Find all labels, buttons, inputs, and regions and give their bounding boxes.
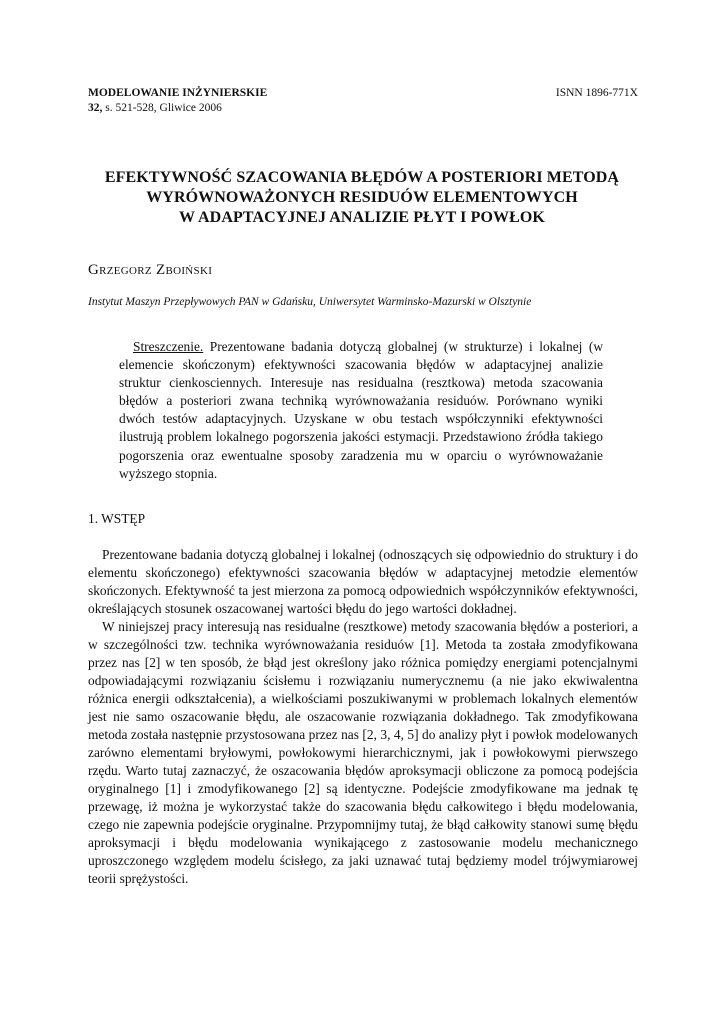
section-heading: 1. WSTĘP bbox=[88, 511, 146, 526]
abstract-label: Streszczenie. bbox=[133, 339, 204, 354]
affiliation: Instytut Maszyn Przepływowych PAN w Gdańsku, Uniwersytet Warminsko-Mazurski w Olsztynie bbox=[88, 296, 532, 308]
abstract-text: Prezentowane badania dotyczą globalnej (w strukturze) i lokalnej (w elemencie skończonym) efektywności szacowania błędów w adaptacyjnej analizie struktur cienkosciennych. Interesuje nas residualna (resztkowa) metoda szacowania błędów a posteriori zwana techniką wyrównoważania residuów. Porównano wyniki dwóch testów adaptacyjnych. Uzyskane w obu testach współczynniki efektywności ilustrują problem lokalnego pogorszenia jakości estymacji. Przedstawiono źródła takiego pogorszenia oraz ewentualne sposoby zaradzenia mu w oparciu o wyrównoważanie wyższego stopnia. bbox=[119, 339, 603, 481]
paragraph: W niniejszej pracy interesują nas residualne (resztkowe) metody szacowania błędów a posteriori, a w szczególności tzw. technika wyrównoważania residuów [1]. Metoda ta została zmodyfikowana przez nas [2] w ten sposób, że błąd jest określony jako różnica pomiędzy energiami potencjalnymi odpowiadającymi rozwiązaniu ścisłemu i rozwiązaniu numerycznemu (a nie jako ekwiwalentna różnica energii odkształcenia), a wielkościami poszukiwanymi w problemach lokalnych elementów jest nie samo oszacowanie błędu, ale oszacowanie rozwiązania dokładnego. Tak zmodyfikowana metoda została następnie przystosowana przez nas [2, 3, 4, 5] do analizy płyt i powłok modelowanych zarówno elementami bryłowymi, powłokowymi hierarchicznymi, jak i powłokowymi pierwszego rzędu. Warto tutaj zaznaczyć, że oszacowania błędów aproksymacji obliczone za pomocą podejścia oryginalnego [1] i zmodyfikowanego [2] są identyczne. Podejście zmodyfikowane ma jednak tę przewagę, iż można je wykorzystać także do szacowania błędu całkowitego i błędu modelowania, czego nie zapewnia podejście oryginalne. Przypomnijmy tutaj, że błąd całkowity stanowi sumę błędu aproksymacji i błędu modelowania wynikającego z zastosowanie modelu mechanicznego uproszczonego względem modelu ścisłego, za jaki uznawać tutaj będziemy model trójwymiarowej teorii sprężystości. bbox=[88, 619, 638, 886]
pages-info: s. 521-528, Gliwice 2006 bbox=[102, 102, 222, 114]
journal-header bbox=[88, 86, 638, 116]
paragraph: Prezentowane badania dotyczą globalnej i lokalnej (odnoszących się odpowiednio do struktury i do elementu skończonego) efektywności szacowania błędów w adaptacyjnej metodzie elementów skończonych. Efektywność ta jest mierzona za pomocą odpowiednich współczynników efektywności, określających stosunek oszacowanej wartości błędu do jego wartości dokładnej. bbox=[88, 547, 638, 616]
issn: ISNN 1896-771X bbox=[555, 87, 638, 99]
journal-name: MODELOWANIE INŻYNIERSKIE bbox=[88, 87, 268, 99]
paper-title bbox=[60, 168, 664, 228]
title-line-2: WYRÓWNOWAŻONYCH RESIDUÓW ELEMENTOWYCH bbox=[146, 189, 578, 206]
volume-pages bbox=[88, 101, 638, 116]
title-line-3: W ADAPTACYJNEJ ANALIZIE PŁYT I POWŁOK bbox=[179, 209, 545, 226]
title-line-1: EFEKTYWNOŚĆ SZACOWANIA BŁĘDÓW A POSTERIORI METODĄ bbox=[104, 169, 620, 186]
abstract bbox=[119, 338, 603, 483]
section-body bbox=[88, 546, 638, 888]
volume-number: 32, bbox=[88, 102, 103, 114]
author-name: Grzegorz Zboiński bbox=[88, 262, 213, 278]
